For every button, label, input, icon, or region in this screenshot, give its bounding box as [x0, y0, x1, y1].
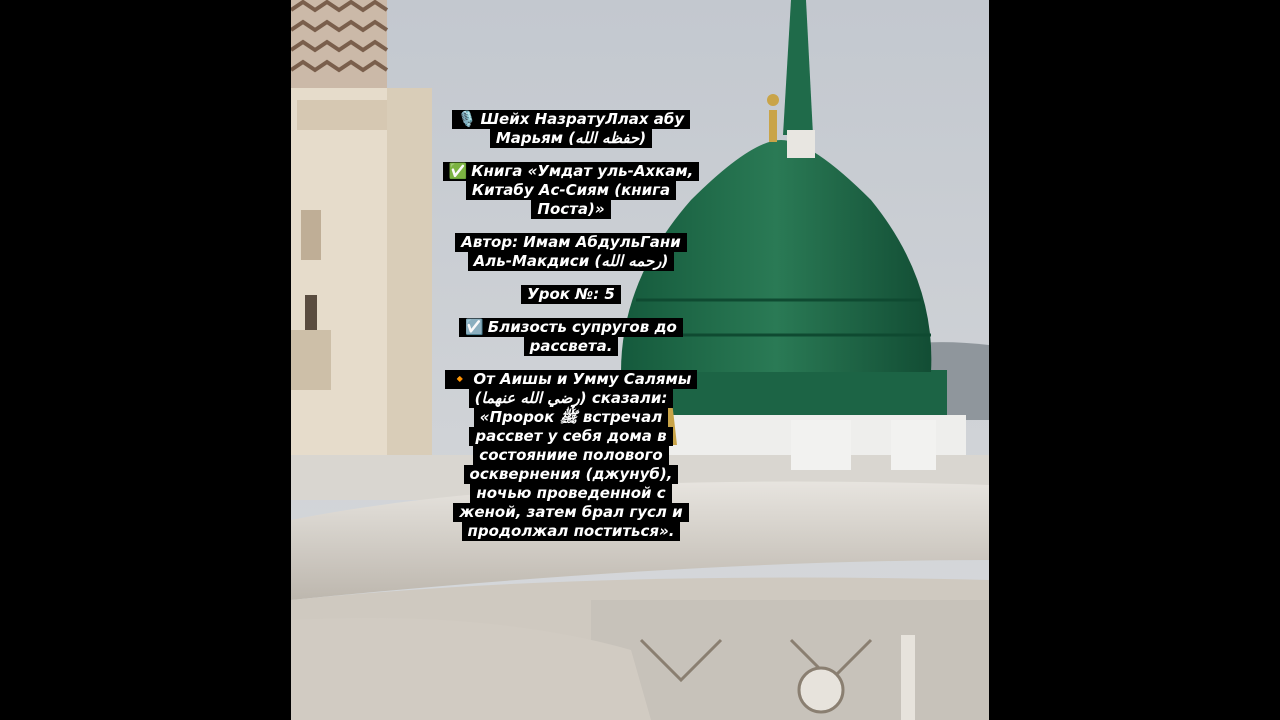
- microphone-icon: 🎙️: [457, 110, 477, 128]
- text-line: (رضي الله عنهما) сказали:: [469, 389, 674, 408]
- checkbox-icon: ☑️: [465, 318, 484, 336]
- check-mark-icon: ✅: [448, 162, 468, 180]
- text-line: Марьям (حفظه الله): [490, 129, 652, 148]
- block-topic: [459, 318, 683, 356]
- text-line: состояниие полового: [473, 446, 668, 465]
- text-line: Урок №: 5: [521, 285, 621, 304]
- block-author: [455, 233, 686, 271]
- text-line: Поста)»: [531, 200, 610, 219]
- text-line: ✅ Книга «Умдат уль-Ахкам,: [443, 162, 700, 181]
- text-overlay: [371, 110, 771, 555]
- text-line: ночью проведенной с: [470, 484, 671, 503]
- text-line: 🎙️ Шейх НазратуЛлах абу: [452, 110, 690, 129]
- text-line: «Пророк ﷺ встречал: [474, 408, 669, 427]
- text-line: Аль-Макдиси (رحمه الله): [468, 252, 675, 271]
- block-lesson-number: [521, 285, 621, 304]
- photo-frame: [291, 0, 989, 720]
- text-line: осквернения (джунуб),: [464, 465, 679, 484]
- block-book: [443, 162, 700, 219]
- text-line: Китабу Ас-Сиям (книга: [466, 181, 676, 200]
- text-line: рассвет у себя дома в: [469, 427, 672, 446]
- text-line: Автор: Имам АбдульГани: [455, 233, 686, 252]
- text-line: женой, затем брал гусл и: [453, 503, 688, 522]
- lower-wall: [591, 600, 989, 720]
- orange-diamond-icon: 🔸: [450, 370, 470, 388]
- text-line: продолжал поститься».: [462, 522, 681, 541]
- block-hadith: [445, 370, 698, 541]
- text-line: ☑️ Близость супругов до: [459, 318, 683, 337]
- text-line: рассвета.: [524, 337, 619, 356]
- text-line: 🔸 От Аишы и Умму Салямы: [445, 370, 698, 389]
- block-sheikh: [452, 110, 690, 148]
